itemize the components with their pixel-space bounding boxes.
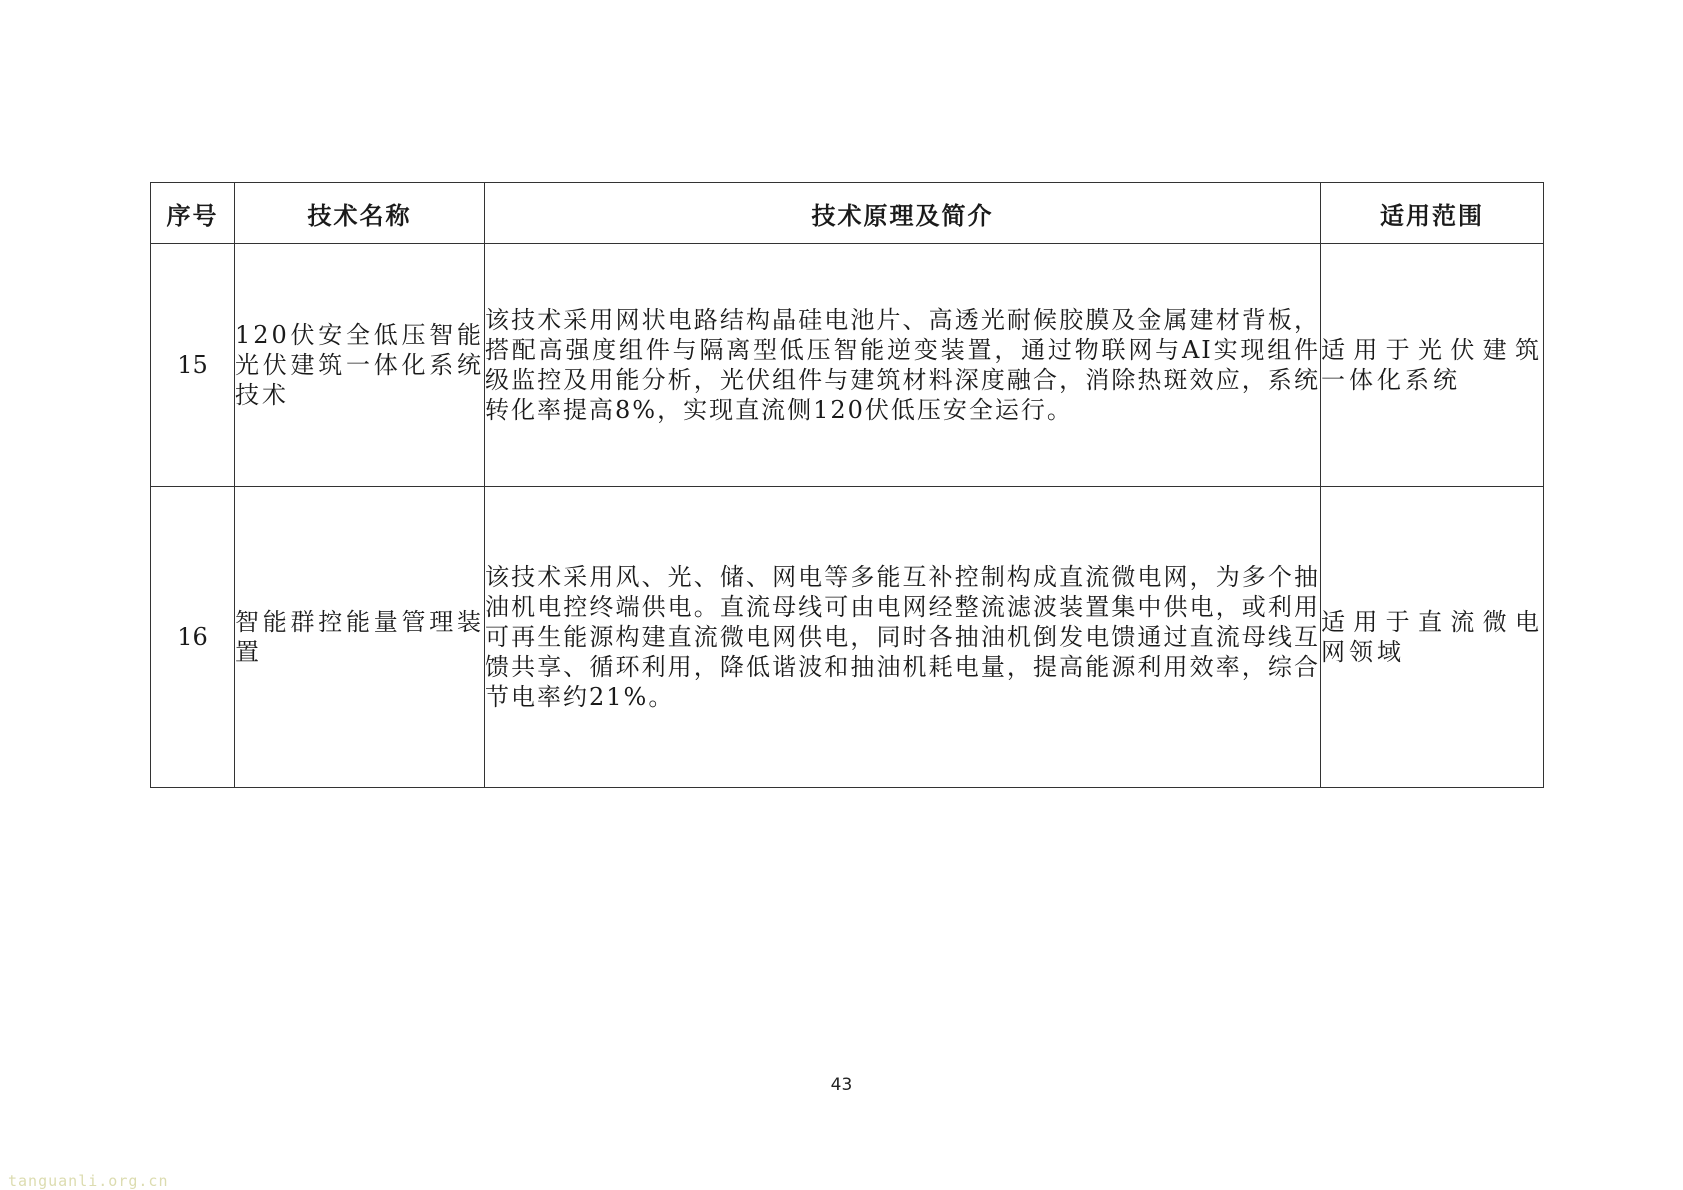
row-number (151, 244, 235, 487)
technology-principle (485, 244, 1321, 487)
technology-name-text: 120伏安全低压智能光伏建筑一体化系统技术 (235, 321, 484, 409)
technology-name-text: 智能群控能量管理装置 (235, 608, 484, 666)
header-scope: 适用范围 (1321, 183, 1544, 244)
technology-principle (485, 487, 1321, 788)
applicable-scope (1321, 244, 1544, 487)
technology-name (235, 487, 485, 788)
applicable-scope-text: 适用于光伏建筑一体化系统 (1321, 336, 1543, 394)
site-watermark: tanguanli.org.cn (8, 1172, 169, 1190)
applicable-scope-text: 适用于直流微电网领域 (1321, 608, 1543, 666)
table-header-row (151, 183, 1544, 244)
row-number-text: 16 (177, 623, 208, 651)
technology-name (235, 244, 485, 487)
page-number: 43 (830, 1075, 853, 1095)
applicable-scope (1321, 487, 1544, 788)
header-principle: 技术原理及简介 (485, 183, 1321, 244)
technology-table (150, 182, 1544, 788)
header-name: 技术名称 (235, 183, 485, 244)
technology-principle-text: 该技术采用网状电路结构晶硅电池片、高透光耐候胶膜及金属建材背板，搭配高强度组件与隔离型低压智能逆变装置，通过物联网与AI实现组件级监控及用能分析，光伏组件与建筑材料深度融合，消除热斑效应，系统转化率提高8%，实现直流侧120伏低压安全运行。 (485, 306, 1320, 424)
header-no: 序号 (151, 183, 235, 244)
row-number-text: 15 (177, 351, 208, 379)
technology-principle-text: 该技术采用风、光、储、网电等多能互补控制构成直流微电网，为多个抽油机电控终端供电。直流母线可由电网经整流滤波装置集中供电，或利用可再生能源构建直流微电网供电，同时各抽油机倒发电馈通过直流母线互馈共享、循环利用，降低谐波和抽油机耗电量，提高能源利用效率，综合节电率约21%。 (485, 563, 1320, 711)
table-row (151, 487, 1544, 788)
table-row (151, 244, 1544, 487)
row-number (151, 487, 235, 788)
